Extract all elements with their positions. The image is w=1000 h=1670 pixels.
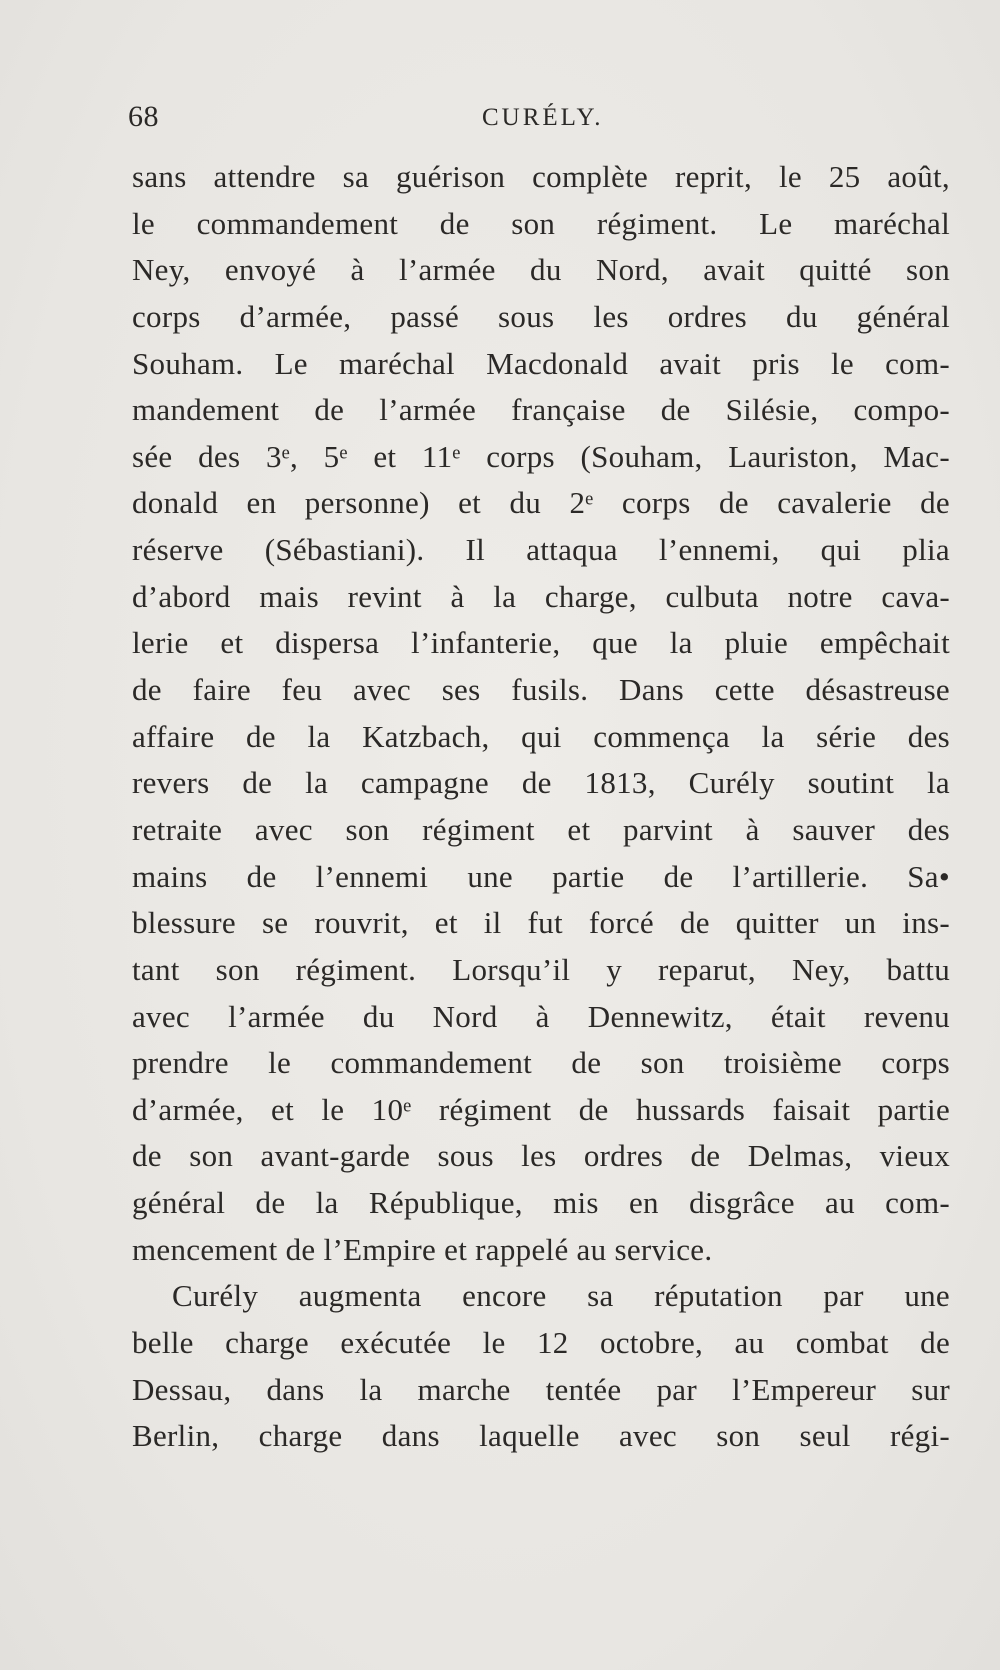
text-line: affaire de la Katzbach, qui commença la série des bbox=[132, 718, 950, 754]
text-line: donald en personne) et du 2ᵉ corps de cavalerie de bbox=[132, 485, 950, 521]
text-line: de son avant-garde sous les ordres de Delmas, vieux bbox=[132, 1138, 950, 1174]
page-header bbox=[128, 100, 950, 140]
text-line: réserve (Sébastiani). Il attaqua l’ennemi, qui plia bbox=[132, 532, 950, 568]
text-line: d’abord mais revint à la charge, culbuta notre cava- bbox=[132, 578, 950, 614]
text-line: de faire feu avec ses fusils. Dans cette désastreuse bbox=[132, 672, 950, 708]
body-text bbox=[132, 154, 950, 1460]
text-line: blessure se rouvrit, et il fut forcé de quitter un ins- bbox=[132, 905, 950, 941]
text-line: corps d’armée, passé sous les ordres du général bbox=[132, 298, 950, 334]
page-number: 68 bbox=[128, 100, 159, 133]
text-line: revers de la campagne de 1813, Curély soutint la bbox=[132, 765, 950, 801]
running-head: CURÉLY. bbox=[482, 104, 604, 131]
paragraph-end-line: mencement de l’Empire et rappelé au service. bbox=[132, 1231, 713, 1267]
text-line: général de la République, mis en disgrâce au com- bbox=[132, 1185, 950, 1221]
text-line: retraite avec son régiment et parvint à sauver des bbox=[132, 811, 950, 847]
text-line: sans attendre sa guérison complète reprit, le 25 août, bbox=[132, 159, 950, 194]
text-line: Ney, envoyé à l’armée du Nord, avait quitté son bbox=[132, 252, 950, 288]
text-line: lerie et dispersa l’infanterie, que la pluie empêchait bbox=[132, 625, 950, 661]
paragraph-start-line: Curély augmenta encore sa réputation par une bbox=[172, 1278, 950, 1314]
text-line: avec l’armée du Nord à Dennewitz, était revenu bbox=[132, 998, 950, 1034]
text-line: mandement de l’armée française de Silésie, compo- bbox=[132, 392, 950, 428]
text-line: d’armée, et le 10ᵉ régiment de hussards faisait partie bbox=[132, 1091, 950, 1127]
text-line: Dessau, dans la marche tentée par l’Empereur sur bbox=[132, 1371, 950, 1407]
text-line: Souham. Le maréchal Macdonald avait pris le com- bbox=[132, 345, 950, 381]
text-line: belle charge exécutée le 12 octobre, au combat de bbox=[132, 1325, 950, 1361]
text-line: Berlin, charge dans laquelle avec son seul régi- bbox=[132, 1418, 950, 1454]
text-line: le commandement de son régiment. Le maréchal bbox=[132, 205, 950, 241]
text-line: tant son régiment. Lorsqu’il y reparut, Ney, battu bbox=[132, 951, 950, 987]
text-line: prendre le commandement de son troisième corps bbox=[132, 1045, 950, 1081]
text-line: sée des 3ᵉ, 5ᵉ et 11ᵉ corps (Souham, Lauriston, Mac- bbox=[132, 438, 950, 474]
text-line: mains de l’ennemi une partie de l’artillerie. Sa• bbox=[132, 858, 950, 894]
